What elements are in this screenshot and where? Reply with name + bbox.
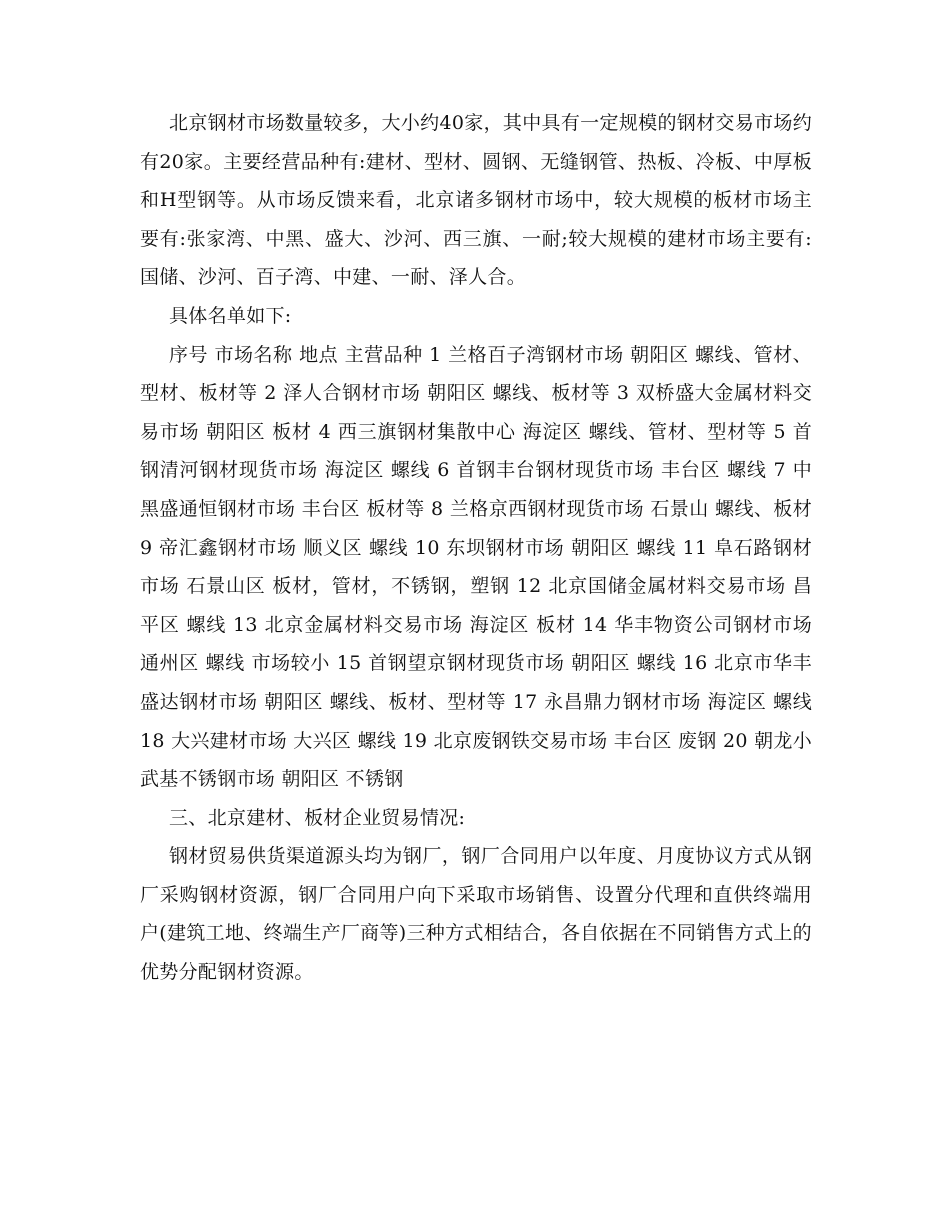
section-heading-trade: 三、北京建材、板材企业贸易情况:	[169, 806, 466, 829]
paragraph-market-list: 序号 市场名称 地点 主营品种 1 兰格百子湾钢材市场 朝阳区 螺线、管材、型材、板材等 2 泽人合钢材市场 朝阳区 螺线、板材等 3 双桥盛大金属材料交易市场 朝阳区 板材 4 西三旗钢材集散中心 海淀区 螺线、管材、型材等 5 首钢清河钢材现货市场 海淀区 螺线 6 首钢丰台钢材现货市场 丰台区 螺线 7 中黑盛通恒钢材市场 丰台区 板材等 8 兰格京西钢材现货市场 石景山 螺线、板材 9 帝汇鑫钢材市场 顺义区 螺线 10 东坝钢材市场 朝阳区 螺线 11 阜石路钢材市场 石景山区 板材，管材，不锈钢，塑钢 12 北京国储金属材料交易市场 昌平区 螺线 13 北京金属材料交易市场 海淀区 板材 14 华丰物资公司钢材市场 通州区 螺线 市场较小 15 首钢望京钢材现货市场 朝阳区 螺线 16 北京市华丰盛达钢材市场 朝阳区 螺线、板材、型材等 17 永昌鼎力钢材市场 海淀区 螺线 18 大兴建材市场 大兴区 螺线 19 北京废钢铁交易市场 丰台区 废钢 20 朝龙小武基不锈钢市场 朝阳区 不锈钢	[140, 343, 812, 791]
paragraph-market-overview: 北京钢材市场数量较多，大小约40家，其中具有一定规模的钢材交易市场约有20家。主要经营品种有:建材、型材、圆钢、无缝钢管、热板、冷板、中厚板和H型钢等。从市场反馈来看，北京诸多钢材市场中，较大规模的板材市场主要有:张家湾、中黑、盛大、沙河、西三旗、一耐;较大规模的建材市场主要有:国储、沙河、百子湾、中建、一耐、泽人合。	[140, 112, 812, 289]
paragraph-list-intro: 具体名单如下:	[169, 304, 292, 327]
paragraph-trade-channels: 钢材贸易供货渠道源头均为钢厂，钢厂合同用户以年度、月度协议方式从钢厂采购钢材资源，钢厂合同用户向下采取市场销售、设置分代理和直供终端用户(建筑工地、终端生产厂商等)三种方式相结合，各自依据在不同销售方式上的优势分配钢材资源。	[140, 845, 812, 984]
document-page	[140, 104, 812, 992]
